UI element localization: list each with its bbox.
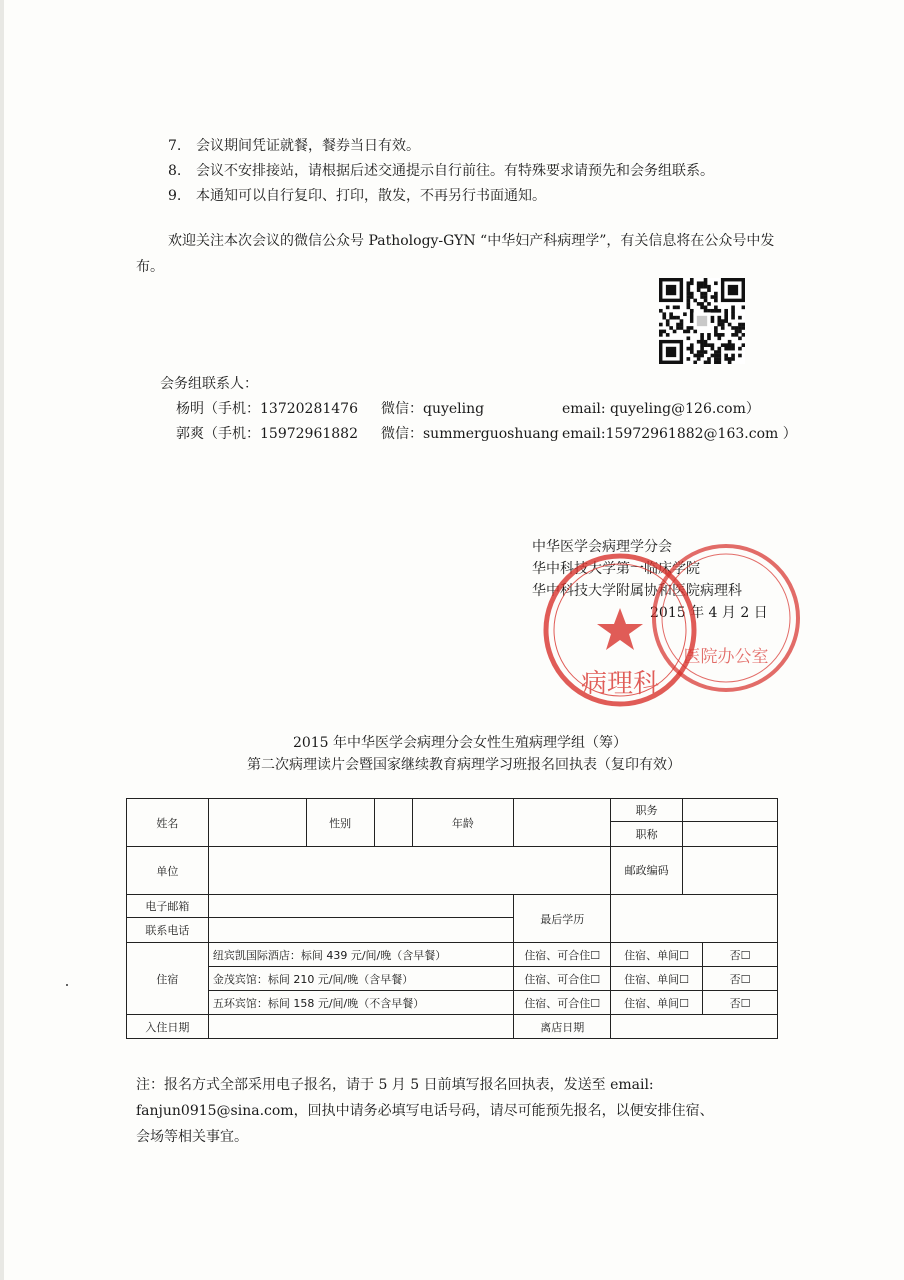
label-checkin: 入住日期 (127, 1015, 209, 1039)
organizer-3: 华中科技大学附属协和医院病理科 (532, 583, 742, 599)
contacts-label: 会务组联系人： (160, 376, 258, 392)
label-gender: 性别 (306, 799, 374, 847)
notice-list (168, 134, 714, 209)
checkbox-no-lodging[interactable]: 否☐ (703, 967, 778, 991)
label-email: 电子邮箱 (127, 895, 209, 918)
label-education: 最后学历 (514, 895, 611, 943)
organizer-block (532, 536, 768, 624)
seal-side-text: 医院办公室 (683, 647, 769, 667)
qr-code-icon[interactable] (659, 278, 745, 364)
scan-speck (66, 984, 68, 986)
field-unit[interactable] (208, 847, 610, 895)
label-title: 职称 (611, 822, 683, 847)
checkbox-single-room[interactable]: 住宿、单间☐ (611, 943, 703, 967)
organizer-1: 中华医学会病理学分会 (532, 539, 672, 555)
contact-email: email: quyeling@126.com） (562, 401, 760, 417)
contacts-block (160, 372, 797, 447)
checkbox-shared-room[interactable]: 住宿、可合住☐ (514, 991, 611, 1015)
contact-wechat: 微信：summerguoshuang (381, 426, 559, 442)
notice-item: 7. 会议期间凭证就餐，餐券当日有效。 (168, 138, 420, 154)
label-lodging: 住宿 (127, 943, 209, 1015)
issue-date: 2015 年 4 月 2 日 (650, 605, 768, 621)
field-phone[interactable] (208, 918, 513, 943)
wechat-paragraph: 欢迎关注本次会议的微信公众号 Pathology-GYN “中华妇产科病理学”，有关信息将在公众号中发布。 (136, 233, 775, 275)
field-title[interactable] (683, 822, 778, 847)
checkbox-shared-room[interactable]: 住宿、可合住☐ (514, 943, 611, 967)
label-name: 姓名 (127, 799, 209, 847)
registration-note (136, 1072, 786, 1150)
checkbox-no-lodging[interactable]: 否☐ (703, 943, 778, 967)
checkbox-no-lodging[interactable]: 否☐ (703, 991, 778, 1015)
note-line-2: fanjun0915@sina.com，回执中请务必填写电话号码，请尽可能预先报名，以便安排住宿、 (136, 1103, 714, 1119)
form-title-line2: 第二次病理读片会暨国家继续教育病理学习班报名回执表（复印有效） (247, 757, 681, 773)
checkbox-single-room[interactable]: 住宿、单间☐ (611, 967, 703, 991)
contact-row (160, 422, 797, 447)
field-education[interactable] (611, 895, 778, 943)
hotel-option-3: 五环宾馆：标间 158 元/间/晚（不含早餐） (208, 991, 513, 1015)
contact-row (160, 397, 760, 422)
field-position[interactable] (683, 799, 778, 822)
label-unit: 单位 (127, 847, 209, 895)
label-phone: 联系电话 (127, 918, 209, 943)
notice-item: 8. 会议不安排接站，请根据后述交通提示自行前往。有特殊要求请预先和会务组联系。 (168, 163, 714, 179)
seal-text: 病理科 (580, 669, 660, 699)
label-age: 年龄 (412, 799, 514, 847)
hotel-option-1: 纽宾凯国际酒店：标间 439 元/间/晚（含早餐） (208, 943, 513, 967)
field-age[interactable] (514, 799, 611, 847)
scan-edge (0, 0, 4, 1280)
hotel-option-2: 金茂宾馆：标间 210 元/间/晚（含早餐） (208, 967, 513, 991)
note-line-1: 注：报名方式全部采用电子报名，请于 5 月 5 日前填写报名回执表，发送至 email: (136, 1077, 654, 1093)
note-line-3: 会场等相关事宜。 (136, 1129, 248, 1145)
contact-name-phone: 杨明（手机：13720281476 (176, 401, 358, 417)
field-email[interactable] (208, 895, 513, 918)
checkbox-single-room[interactable]: 住宿、单间☐ (611, 991, 703, 1015)
field-checkin[interactable] (208, 1015, 513, 1039)
field-checkout[interactable] (611, 1015, 778, 1039)
form-title-line1: 2015 年中华医学会病理分会女性生殖病理学组（筹） (292, 735, 628, 751)
registration-form-table (126, 798, 778, 1039)
checkbox-shared-room[interactable]: 住宿、可合住☐ (514, 967, 611, 991)
contact-name-phone: 郭爽（手机：15972961882 (176, 426, 358, 442)
field-gender[interactable] (374, 799, 412, 847)
organizer-2: 华中科技大学第一临床学院 (532, 561, 700, 577)
field-postal-code[interactable] (683, 847, 778, 895)
contact-wechat: 微信：quyeling (381, 401, 485, 417)
contact-email: email:15972961882@163.com ） (562, 426, 797, 442)
label-checkout: 离店日期 (514, 1015, 611, 1039)
label-position: 职务 (611, 799, 683, 822)
field-name[interactable] (208, 799, 306, 847)
notice-item: 9. 本通知可以自行复印、打印，散发，不再另行书面通知。 (168, 188, 546, 204)
label-postal-code: 邮政编码 (611, 847, 683, 895)
